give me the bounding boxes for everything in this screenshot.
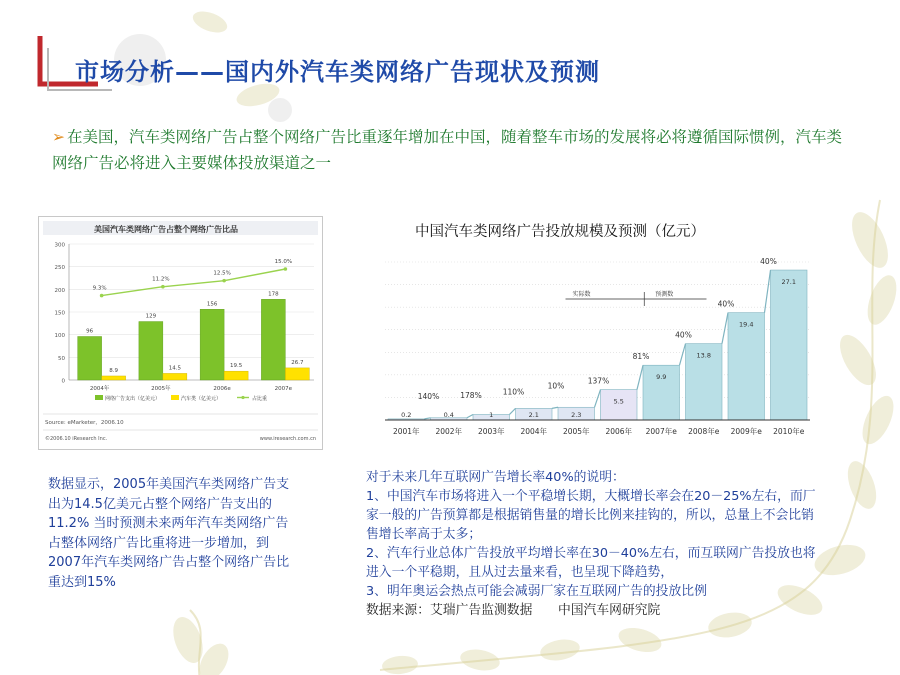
chart1-ytick-label: 200 — [54, 287, 65, 294]
chart2-xtick-label: 2010年e — [773, 427, 805, 436]
chart2-step-bar — [728, 313, 765, 420]
chart1-ytick-label: 150 — [54, 310, 65, 317]
chart2-riser — [637, 365, 643, 389]
chart1-xtick-label: 2007e — [274, 386, 293, 392]
chart2-value-label: 2.1 — [528, 411, 539, 419]
chart1-ytick-label: 0 — [61, 378, 65, 385]
chart2-value-label: 5.5 — [613, 397, 624, 406]
chart1-ytick-label: 100 — [54, 333, 65, 340]
chart2-xtick-label: 2009年e — [730, 427, 762, 436]
right-note-item-3: 3、明年奥运会热点可能会减弱厂家在互联网广告的投放比例 — [366, 584, 707, 599]
chart2-growth-label: 40% — [675, 330, 692, 340]
chart1-ytick-label: 250 — [54, 265, 65, 272]
left-note: 数据显示，2005年美国汽车类网络广告支出为14.5亿美元占整个网络广告支出的11.2% 当时预测未来两年汽车类网络广告占整体网络广告比重将进一步增加，到2007年汽车类网络广告占整个网络广告比重达到15% — [48, 477, 290, 590]
chart1-bar-ad-spend-label: 156 — [206, 301, 218, 308]
chart1-legend-swatch-share-dot — [241, 396, 244, 399]
chart2-growth-label: 40% — [717, 299, 735, 309]
chart2-riser — [552, 407, 558, 408]
chart1-share-label: 12.5% — [213, 270, 231, 277]
chart2-growth-label: 40% — [760, 257, 777, 267]
chart1-bar-auto — [163, 373, 187, 380]
chart2-riser — [680, 344, 686, 366]
chart2-xtick-label: 2001年 — [392, 427, 420, 436]
chart2-xtick-label: 2002年 — [435, 427, 463, 436]
chart2-growth-label: 178% — [460, 390, 482, 400]
chart2-xtick-label: 2006年 — [605, 427, 633, 436]
chart2-growth-label: 137% — [587, 376, 610, 386]
chart1-bar-ad-spend — [78, 336, 102, 380]
china-auto-ad-chart — [365, 222, 832, 444]
chart2-value-label: 27.1 — [781, 278, 796, 287]
chart2-step-bar — [771, 270, 808, 420]
chart2-xtick-label: 2003年 — [477, 427, 505, 436]
chart1-legend-swatch-auto — [171, 395, 179, 400]
chart1-xtick-label: 2005年 — [151, 386, 171, 392]
chart1-legend-swatch-ad-spend — [95, 395, 103, 400]
chart1-bar-auto-label: 8.9 — [109, 367, 118, 374]
chart2-value-label: 1 — [489, 411, 494, 419]
chart2-growth-label: 140% — [417, 391, 440, 401]
chart2-growth-label: 110% — [502, 387, 525, 397]
chart2-riser — [467, 414, 473, 417]
chart2-growth-label: 81% — [632, 352, 650, 362]
chart1-title: 美国汽车类网络广告占整个网络广告比品 — [94, 225, 238, 234]
chart2-value-label: 0.2 — [401, 411, 412, 419]
chart1-share-point — [222, 279, 226, 283]
right-note-heading: 对于未来几年互联网广告增长率40%的说明： — [366, 470, 625, 485]
chart2-value-label: 13.8 — [696, 351, 711, 360]
chart1-legend-ad-spend: 网络广告支出（亿美元） — [105, 396, 161, 402]
chart2-value-label: 9.9 — [656, 373, 667, 382]
chart1-share-label: 9.3% — [92, 285, 107, 292]
chart1-share-label: 11.2% — [152, 276, 170, 283]
chart1-bar-ad-spend-label: 129 — [145, 313, 157, 320]
chart1-source: Source: eMarketer，2006.10 — [45, 420, 124, 426]
china-auto-ad-chart-svg — [365, 222, 832, 444]
intro-paragraph — [52, 124, 852, 176]
chart1-bar-auto — [224, 371, 248, 380]
chart2-xtick-label: 2007年e — [645, 427, 677, 436]
chart1-bar-auto-label: 14.5 — [168, 365, 181, 372]
chart1-bar-ad-spend-label: 96 — [86, 328, 94, 335]
chart2-riser — [425, 418, 431, 419]
chart1-ytick-label: 300 — [54, 242, 65, 249]
chart2-annotation-forecast: 预测数 — [655, 291, 674, 298]
chart2-value-label: 0.4 — [443, 411, 454, 419]
chart1-bar-ad-spend-label: 178 — [268, 291, 279, 298]
chart1-bar-ad-spend — [261, 299, 285, 380]
chart1-footer-right: www.iresearch.com.cn — [259, 436, 316, 442]
chart1-bar-auto-label: 19.5 — [230, 363, 243, 370]
chart1-legend-auto: 汽车类（亿美元） — [181, 396, 222, 402]
chart1-share-point — [100, 294, 104, 298]
chart2-xtick-label: 2005年 — [562, 427, 590, 436]
chart2-riser — [765, 270, 771, 313]
chart2-xtick-label: 2008年e — [688, 427, 720, 436]
chart2-riser — [595, 390, 601, 408]
chart2-value-label: 19.4 — [739, 320, 754, 329]
chart1-share-label: 15.0% — [274, 259, 293, 265]
chart2-title: 中国汽车类网络广告投放规模及预测（亿元） — [415, 224, 705, 240]
chart2-value-label: 2.3 — [571, 411, 582, 419]
chart1-legend-share: 占比重 — [252, 396, 268, 402]
us-auto-ad-chart-svg — [39, 217, 322, 449]
right-note — [366, 468, 816, 620]
chart1-bar-auto — [285, 368, 309, 380]
chart1-bar-auto — [102, 376, 126, 380]
chart1-ytick-label: 50 — [58, 355, 65, 362]
chart2-riser — [722, 313, 728, 344]
chart1-xtick-label: 2004年 — [89, 386, 110, 392]
intro-text: 在美国，汽车类网络广告占整个网络广告比重逐年增加在中国，随着整车市场的发展将必将遵循国际惯例，汽车类网络广告必将进入主要媒体投放渠道之一 — [52, 128, 843, 172]
chart1-footer-left: ©2006.10 iResearch Inc. — [45, 436, 108, 442]
right-note-source: 数据来源：艾瑞广告监测数据 中国汽车网研究院 — [366, 603, 661, 618]
chart1-bar-ad-spend — [200, 309, 224, 380]
chart1-bar-ad-spend — [139, 322, 163, 380]
chart1-xtick-label: 2006e — [213, 386, 231, 392]
us-auto-ad-chart — [38, 216, 323, 450]
right-note-item-2: 2、汽车行业总体广告投放平均增长率在30－40%左右，而互联网广告投放也将进入一个平稳期，且从过去量来看，也呈现下降趋势， — [366, 546, 816, 580]
bullet-arrow-icon: ➢ — [52, 128, 65, 146]
page-title: 市场分析——国内外汽车类网络广告现状及预测 — [75, 58, 600, 86]
chart2-riser — [510, 408, 516, 414]
chart1-share-point — [161, 285, 165, 289]
chart2-growth-label: 10% — [547, 381, 565, 391]
chart2-annotation-actual: 实际数 — [572, 291, 591, 298]
chart1-share-point — [284, 267, 288, 271]
chart1-bar-auto-label: 26.7 — [291, 359, 304, 366]
chart2-xtick-label: 2004年 — [520, 427, 548, 436]
right-note-item-1: 1、中国汽车市场将进入一个平稳增长期，大概增长率会在20－25%左右，而厂家一般的广告预算都是根据销售量的增长比例来挂钩的，所以，总量上不会比销售增长率高于太多； — [366, 489, 816, 542]
